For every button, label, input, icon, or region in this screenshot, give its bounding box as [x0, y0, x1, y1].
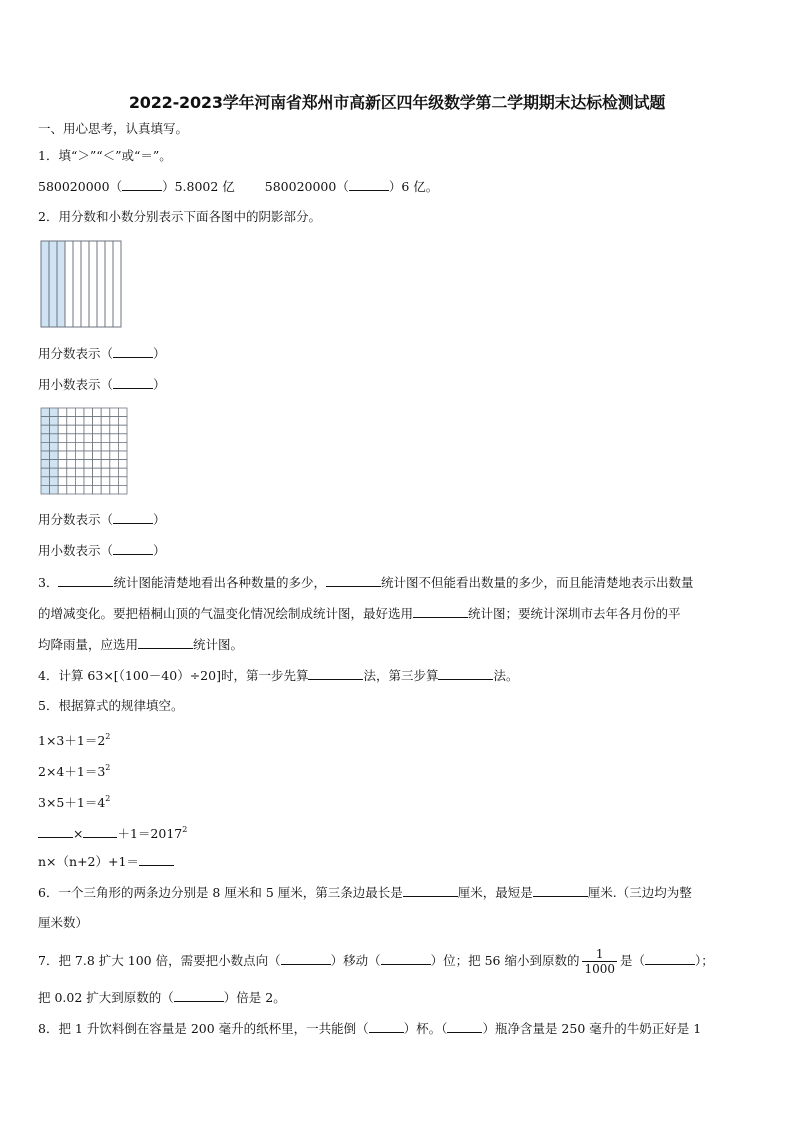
grid-cell — [110, 468, 119, 477]
grid-cell — [118, 468, 127, 477]
grid-cell — [58, 434, 67, 443]
grid-cell — [84, 485, 93, 494]
grid-cell — [93, 485, 102, 494]
answer-blank[interactable] — [349, 178, 389, 191]
q1-right-a: ）5.8002 亿 — [162, 179, 235, 194]
answer-blank[interactable] — [113, 376, 153, 389]
grid-cell — [93, 468, 102, 477]
grid-cell — [84, 425, 93, 434]
q1-left-a: 580020000（ — [38, 179, 123, 194]
answer-blank[interactable] — [645, 952, 695, 965]
grid-cell — [67, 477, 76, 486]
shaded-cell — [41, 468, 50, 477]
grid-cell — [118, 425, 127, 434]
blank-column — [113, 241, 121, 327]
grid-cell — [101, 468, 110, 477]
grid-cell — [75, 451, 84, 460]
grid-cell — [101, 477, 110, 486]
answer-blank[interactable] — [122, 178, 162, 191]
shaded-cell — [50, 451, 59, 460]
grid-cell — [118, 442, 127, 451]
fraction-answer-a: 用分数表示（ ） — [38, 346, 166, 361]
answer-blank[interactable] — [308, 667, 363, 680]
shaded-cell — [41, 434, 50, 443]
grid-cell — [110, 408, 119, 417]
grid-cell — [75, 485, 84, 494]
grid-cell — [67, 442, 76, 451]
grid-cell — [101, 485, 110, 494]
grid-cell — [67, 417, 76, 426]
pattern-row-1: $1\times 3+1=2^2$ — [38, 732, 111, 748]
grid-cell — [75, 425, 84, 434]
grid-cell — [110, 451, 119, 460]
shaded-cell — [50, 477, 59, 486]
answer-blank[interactable] — [281, 952, 331, 965]
grid-cell — [84, 477, 93, 486]
question-1-row — [38, 178, 438, 195]
grid-cell — [101, 434, 110, 443]
grid-cell — [110, 460, 119, 469]
pattern-row-3: $3\times 5+1=4^2$ — [38, 794, 111, 810]
grid-cell — [84, 408, 93, 417]
answer-blank[interactable] — [369, 1020, 404, 1033]
answer-blank[interactable] — [326, 574, 381, 587]
shaded-cell — [50, 425, 59, 434]
grid-cell — [101, 417, 110, 426]
grid-cell — [118, 408, 127, 417]
question-6-line-1: 6．一个三角形的两条边分别是 8 厘米和 5 厘米，第三条边最长是 厘米，最短是 厘米.（三边均为整 — [38, 885, 692, 900]
shaded-cell — [50, 468, 59, 477]
grid-cell — [84, 417, 93, 426]
grid-cell — [75, 442, 84, 451]
grid-cell — [75, 408, 84, 417]
decimal-answer-b: 用小数表示（ ） — [38, 543, 166, 558]
grid-cell — [110, 485, 119, 494]
shaded-cell — [50, 434, 59, 443]
grid-cell — [84, 460, 93, 469]
grid-cell — [67, 485, 76, 494]
grid-cell — [58, 477, 67, 486]
grid-cell — [75, 417, 84, 426]
grid-cell — [67, 451, 76, 460]
shaded-cell — [41, 485, 50, 494]
grid-cell — [118, 485, 127, 494]
q1-left-b: 580020000（ — [264, 179, 349, 194]
answer-blank[interactable] — [113, 345, 153, 358]
shaded-column — [57, 241, 65, 327]
grid-cell — [67, 434, 76, 443]
grid-cell — [84, 434, 93, 443]
question-2-stem: 2．用分数和小数分别表示下面各图中的阴影部分。 — [38, 209, 321, 224]
grid-cell — [93, 408, 102, 417]
question-4: 4．计算 63×[（100－40）÷20]时，第一步先算 法，第三步算 法。 — [38, 668, 519, 683]
grid-cell — [93, 434, 102, 443]
question-7-line-2: 把 0.02 扩大到原数的（ ）倍是 2。 — [38, 990, 286, 1005]
blank-column — [81, 241, 89, 327]
question-1-stem: 1．填“＞”“＜”或“＝”。 — [38, 148, 172, 163]
grid-cell — [118, 434, 127, 443]
pattern-row-5: n×（n+2）+1＝ — [38, 853, 174, 870]
strip-figure — [40, 240, 122, 328]
blank-column — [97, 241, 105, 327]
grid-cell — [84, 442, 93, 451]
grid-cell — [58, 451, 67, 460]
shaded-cell — [41, 451, 50, 460]
fraction-one-thousandth: $\frac{1}{1000}$ — [584, 947, 616, 976]
grid-cell — [110, 417, 119, 426]
grid-cell — [84, 451, 93, 460]
grid-cell — [118, 451, 127, 460]
shaded-cell — [50, 408, 59, 417]
grid-cell — [101, 425, 110, 434]
blank-column — [105, 241, 113, 327]
answer-blank[interactable] — [447, 1020, 482, 1033]
blank-column — [65, 241, 73, 327]
page-title: 2022-2023学年河南省郑州市高新区四年级数学第二学期期末达标检测试题 — [128, 93, 666, 112]
grid-cell — [93, 417, 102, 426]
answer-blank[interactable] — [113, 542, 153, 555]
fraction-answer-b: 用分数表示（ ） — [38, 512, 166, 527]
grid-cell — [93, 477, 102, 486]
grid-cell — [75, 468, 84, 477]
grid-cell — [67, 460, 76, 469]
grid-cell — [101, 451, 110, 460]
shaded-cell — [41, 442, 50, 451]
grid-cell — [93, 425, 102, 434]
decimal-answer-a: 用小数表示（ ） — [38, 377, 166, 392]
shaded-column — [49, 241, 57, 327]
shaded-cell — [41, 425, 50, 434]
grid-cell — [58, 417, 67, 426]
hundred-grid-figure — [40, 407, 128, 495]
grid-cell — [75, 460, 84, 469]
grid-cell — [58, 460, 67, 469]
question-6-line-2: 厘米数） — [38, 915, 89, 930]
question-3-line-2: 的增减变化。要把梧桐山顶的气温变化情况绘制成统计图，最好选用 统计图；要统计深圳市去年各月份的平 — [38, 606, 681, 621]
shaded-cell — [41, 417, 50, 426]
question-7-line-1: 7．把 7.8 扩大 100 倍，需要把小数点向（ ）移动（ ）位；把 56 缩小到原数的 $\frac{1}{1000}$ 是（ ）； — [38, 947, 714, 976]
answer-blank[interactable] — [174, 989, 224, 1002]
answer-blank[interactable] — [403, 884, 458, 897]
section-heading: 一、用心思考，认真填写。 — [38, 121, 189, 136]
question-8: 8．把 1 升饮料倒在容量是 200 毫升的纸杯里，一共能倒（ ）杯。（ ）瓶净含量是 250 毫升的牛奶正好是 1 — [38, 1021, 702, 1036]
grid-cell — [101, 460, 110, 469]
grid-cell — [67, 468, 76, 477]
grid-cell — [93, 442, 102, 451]
grid-cell — [67, 425, 76, 434]
answer-blank[interactable] — [139, 853, 174, 866]
answer-blank[interactable] — [83, 825, 117, 838]
grid-cell — [101, 442, 110, 451]
grid-cell — [93, 451, 102, 460]
answer-blank[interactable] — [138, 636, 193, 649]
grid-cell — [84, 468, 93, 477]
grid-cell — [118, 417, 127, 426]
shaded-cell — [41, 408, 50, 417]
grid-cell — [58, 468, 67, 477]
grid-cell — [58, 442, 67, 451]
shaded-cell — [41, 460, 50, 469]
grid-cell — [118, 460, 127, 469]
question-3-line-1: 3． 统计图能清楚地看出各种数量的多少， 统计图不但能看出数量的多少，而且能清楚地表示出数量 — [38, 575, 694, 590]
question-3-line-3: 均降雨量，应选用 统计图。 — [38, 637, 244, 652]
shaded-column — [41, 241, 49, 327]
grid-cell — [58, 408, 67, 417]
answer-blank[interactable] — [413, 605, 468, 618]
grid-cell — [110, 477, 119, 486]
grid-cell — [118, 477, 127, 486]
answer-blank[interactable] — [533, 884, 588, 897]
answer-blank[interactable] — [38, 825, 73, 838]
shaded-cell — [50, 460, 59, 469]
pattern-row-4: × $+1=2017^2$ — [38, 822, 187, 842]
grid-cell — [58, 425, 67, 434]
shaded-cell — [50, 485, 59, 494]
shaded-cell — [41, 477, 50, 486]
question-5-stem: 5．根据算式的规律填空。 — [38, 698, 184, 713]
q1-right-b: ）6 亿。 — [388, 179, 439, 194]
grid-cell — [110, 442, 119, 451]
shaded-cell — [50, 442, 59, 451]
pattern-row-2: $2\times 4+1=3^2$ — [38, 763, 111, 779]
answer-blank[interactable] — [113, 511, 153, 524]
grid-cell — [75, 434, 84, 443]
grid-cell — [93, 460, 102, 469]
answer-blank[interactable] — [438, 667, 493, 680]
grid-cell — [110, 425, 119, 434]
shaded-cell — [50, 417, 59, 426]
grid-cell — [75, 477, 84, 486]
answer-blank[interactable] — [381, 952, 431, 965]
answer-blank[interactable] — [58, 574, 113, 587]
grid-cell — [67, 408, 76, 417]
grid-cell — [101, 408, 110, 417]
blank-column — [73, 241, 81, 327]
blank-column — [89, 241, 97, 327]
grid-cell — [58, 485, 67, 494]
grid-cell — [110, 434, 119, 443]
